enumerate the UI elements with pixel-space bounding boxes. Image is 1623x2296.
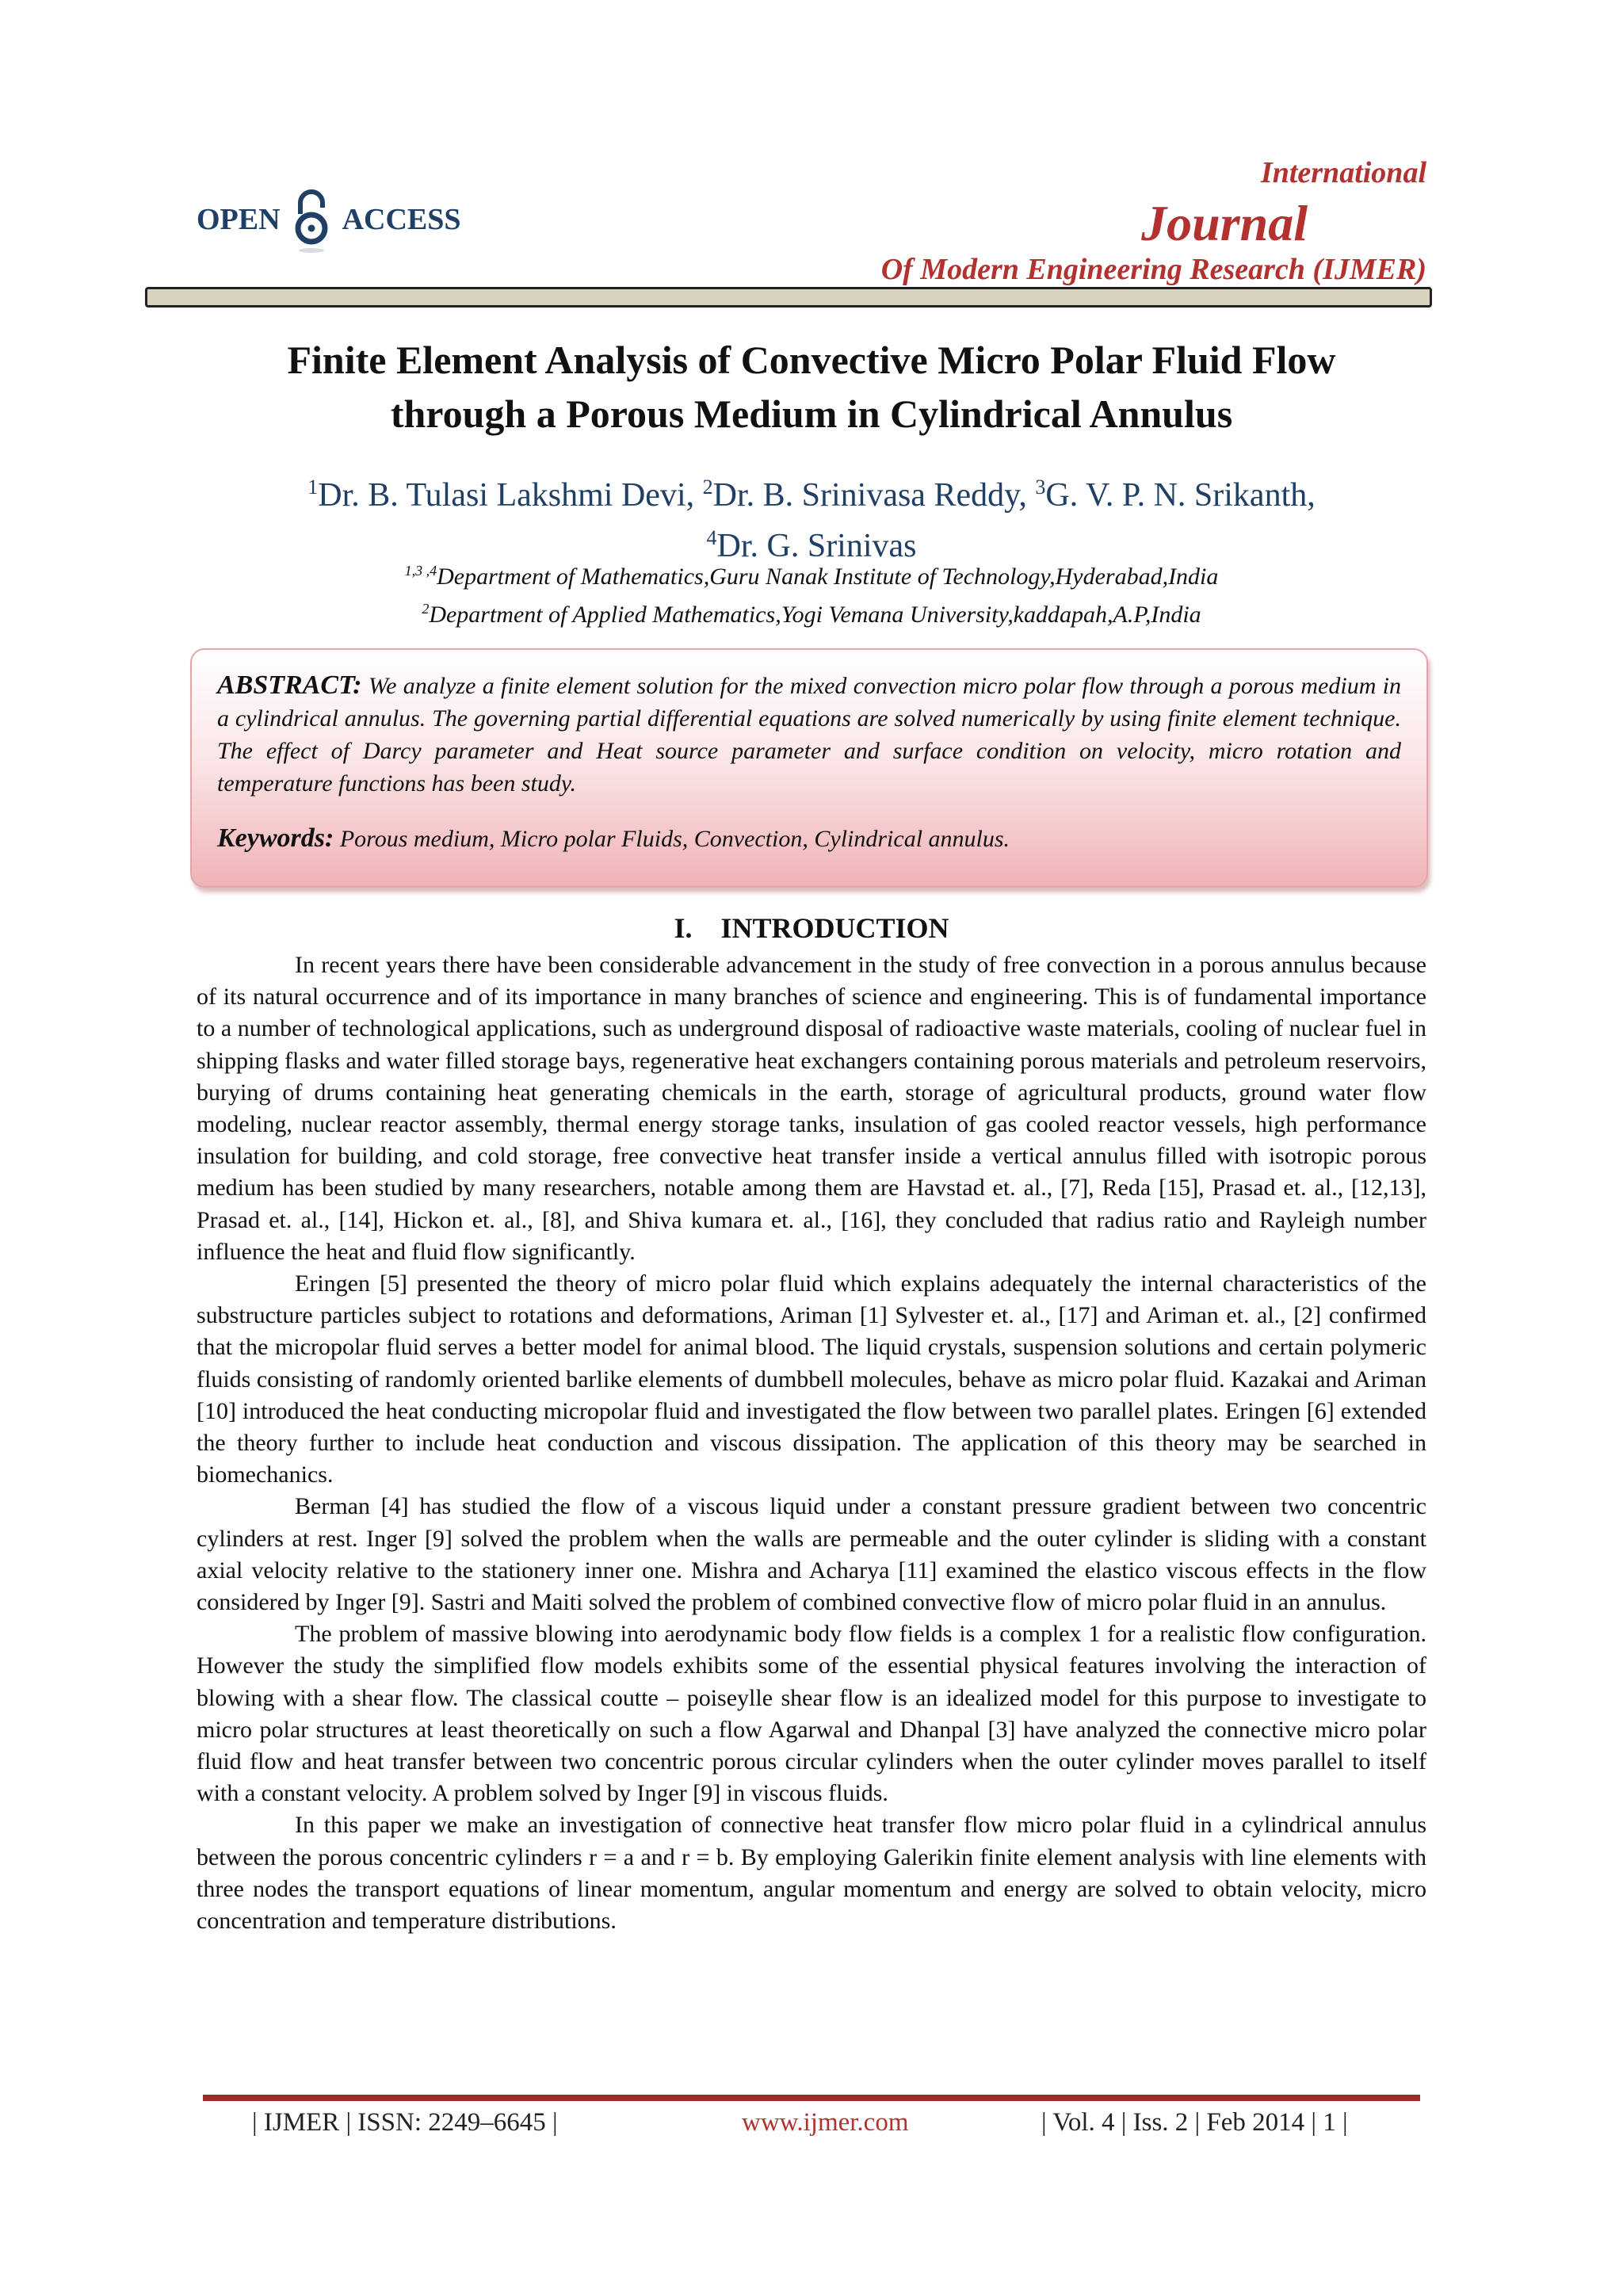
author-name: G. V. P. N. Srikanth,: [1045, 477, 1316, 514]
journal-line-name: Of Modern Engineering Research (IJMER): [880, 253, 1426, 286]
author-name: Dr. B. Tulasi Lakshmi Devi,: [318, 477, 703, 514]
abstract-label: ABSTRACT:: [217, 670, 362, 700]
author-sup: 4: [706, 526, 717, 549]
abstract-paragraph: [217, 669, 1401, 800]
keywords-label: Keywords:: [217, 823, 334, 853]
keywords-paragraph: [217, 822, 1401, 855]
affiliation-sup: 2: [422, 601, 430, 617]
abstract-text: We analyze a finite element solution for the mixed convection micro polar flow through a porous medium in a cylindrical annulus. The governing partial differential equations are solved numerically by using finite element technique. The effect of Darcy parameter and Heat source parameter and surface condition on velocity, micro rotation and temperature functions has been study.: [217, 673, 1401, 797]
author-name: Dr. G. Srinivas: [716, 528, 917, 564]
title-line-2: through a Porous Medium in Cylindrical Annulus: [390, 392, 1233, 436]
author-sup: 2: [702, 476, 713, 499]
footer-journal-issn: | IJMER | ISSN: 2249–6645 |: [252, 2108, 558, 2137]
affiliations: [158, 555, 1465, 631]
paragraph: Berman [4] has studied the flow of a viscous liquid under a constant pressure gradient between two concentric cylinders at rest. Inger [9] solved the problem when the walls are permeable and the outer cylinder is sliding with a constant axial velocity relative to the stationery inner one. Mishra and Acharya [11] examined the elastico viscous effects in the flow considered by Inger [9]. Sastri and Maiti solved the problem of combined convective flow of micro polar fluid in an annulus.: [197, 1493, 1426, 1616]
affiliation-line: [158, 593, 1465, 631]
journal-line-journal: Journal: [1141, 195, 1308, 251]
journal-line-international: International: [1260, 156, 1426, 189]
title-line-1: Finite Element Analysis of Convective Micro Polar Fluid Flow: [287, 338, 1336, 382]
abstract-box: [190, 648, 1428, 888]
header-divider: [145, 287, 1432, 308]
paragraph: In this paper we make an investigation of connective heat transfer flow micro polar fluid in a cylindrical annulus between the porous concentric cylinders r = a and r = b. By employing Galerikin finite element analysis with line elements with three nodes the transport equations of linear momentum, angular momentum and energy are solved to obtain velocity, micro concentration and temperature distributions.: [197, 1812, 1426, 1935]
affiliation-text: Department of Mathematics,Guru Nanak Institute of Technology,Hyderabad,India: [437, 563, 1219, 590]
open-access-left: OPEN: [197, 203, 281, 236]
open-access-logo: [197, 184, 461, 255]
affiliation-line: [158, 555, 1465, 593]
paragraph: Eringen [5] presented the theory of micro polar fluid which explains adequately the internal characteristics of the substructure particles subject to rotations and deformations, Ariman [1] Sylvester et. al., [17] and Ariman et. al., [2] confirmed that the micropolar fluid serves a better model for animal blood. The liquid crystals, suspension solutions and certain polymeric fluids consisting of randomly oriented barlike elements of dumbbell molecules, behave as micro polar fluid. Kazakai and Ariman [10] introduced the heat conducting micropolar fluid and investigated the flow between two parallel plates. Eringen [6] extended the theory further to include heat conduction and viscous dissipation. The application of this theory may be searched in biomechanics.: [197, 1270, 1426, 1488]
footer-volume-info: | Vol. 4 | Iss. 2 | Feb 2014 | 1 |: [1041, 2108, 1348, 2137]
keywords-text: Porous medium, Micro polar Fluids, Convection, Cylindrical annulus.: [334, 826, 1010, 852]
paragraph: The problem of massive blowing into aerodynamic body flow fields is a complex 1 for a realistic flow configuration. However the study the simplified flow models exhibits some of the essential physical features involving the interaction of blowing with a shear flow. The classical coutte – poiseylle shear flow is an idealized model for this purpose to investigate to micro polar structures at least theoretically on such a flow Agarwal and Dhanpal [3] have analyzed the connective micro polar fluid flow and heat transfer between two concentric porous circular cylinders when the outer cylinder moves parallel to itself with a constant velocity. A problem solved by Inger [9] in viscous fluids.: [197, 1621, 1426, 1807]
section-heading: I. INTRODUCTION: [674, 912, 949, 944]
open-lock-icon: [293, 184, 330, 255]
footer-rule: [203, 2095, 1420, 2101]
footer-website-link[interactable]: www.ijmer.com: [742, 2108, 909, 2137]
author-sup: 3: [1035, 476, 1046, 499]
paper-title: [158, 333, 1465, 441]
author-list: [158, 466, 1465, 567]
author-name: Dr. B. Srinivasa Reddy,: [712, 477, 1036, 514]
affiliation-text: Department of Applied Mathematics,Yogi Vemana University,kaddapah,A.P,India: [429, 602, 1201, 628]
affiliation-sup: 1,3 ,4: [404, 563, 437, 579]
author-sup: 1: [307, 476, 319, 499]
open-access-right: ACCESS: [342, 203, 461, 236]
paragraph: In recent years there have been considerable advancement in the study of free convection in a porous annulus because of its natural occurrence and of its importance in many branches of science and engineering. This is of fundamental importance to a number of technological applications, such as underground disposal of radioactive waste materials, cooling of nuclear fuel in shipping flasks and water filled storage bays, regenerative heat exchangers containing porous materials and petroleum reservoirs, burying of drums containing heat generating chemicals in the earth, storage of agricultural products, ground water flow modeling, nuclear reactor assembly, thermal energy storage tanks, insulation of gas cooled reactor vessels, high performance insulation for building, and cold storage, free convective heat transfer inside a vertical annulus filled with isotropic porous medium has been studied by many researchers, notable among them are Havstad et. al., [7], Reda [15], Prasad et. al., [12,13], Prasad et. al., [14], Hickon et. al., [8], and Shiva kumara et. al., [16], they concluded that radius ratio and Rayleigh number influence the heat and fluid flow significantly.: [197, 952, 1426, 1265]
body-text: [197, 949, 1426, 1937]
